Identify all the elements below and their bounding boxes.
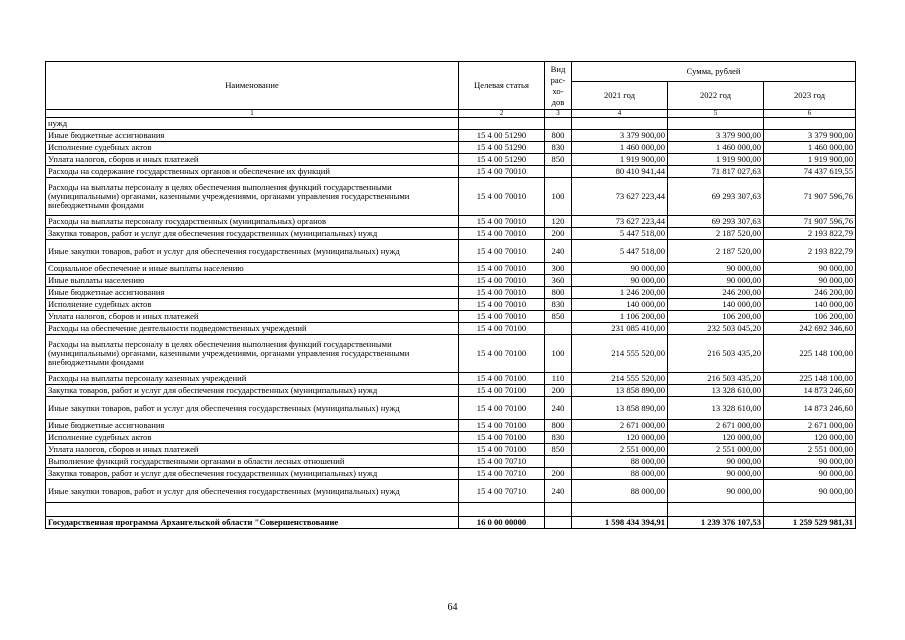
row-sum-2022: 71 817 027,63 xyxy=(668,166,764,178)
row-sum-2021: 73 627 223,44 xyxy=(572,216,668,228)
row-sum-2021: 140 000,00 xyxy=(572,299,668,311)
row-name: Расходы на содержание государственных органов и обеспечение их функций xyxy=(46,166,459,178)
header-year-2023: 2023 год xyxy=(764,82,856,110)
table-row xyxy=(46,456,856,468)
row-target-code: 15 4 00 70010 xyxy=(459,228,545,240)
total-name: Государственная программа Архангельской области "Совершенствование xyxy=(46,517,459,529)
row-target-code: 15 4 00 70010 xyxy=(459,240,545,263)
row-target-code: 15 4 00 70710 xyxy=(459,468,545,480)
row-sum-2023: 14 873 246,60 xyxy=(764,397,856,420)
row-sum-2022: 246 200,00 xyxy=(668,287,764,299)
table-row xyxy=(46,420,856,432)
table-row xyxy=(46,142,856,154)
table-row xyxy=(46,397,856,420)
table-row xyxy=(46,385,856,397)
row-sum-2022: 106 200,00 xyxy=(668,311,764,323)
header-year-2022: 2022 год xyxy=(668,82,764,110)
column-number: 3 xyxy=(545,110,572,118)
row-expense-type: 200 xyxy=(545,468,572,480)
row-sum-2022: 2 187 520,00 xyxy=(668,228,764,240)
row-sum-2021: 88 000,00 xyxy=(572,468,668,480)
row-target-code: 15 4 00 70010 xyxy=(459,263,545,275)
row-sum-2022: 90 000,00 xyxy=(668,275,764,287)
row-sum-2023: 2 671 000,00 xyxy=(764,420,856,432)
row-name: Закупка товаров, работ и услуг для обеспечения государственных (муниципальных) нужд xyxy=(46,468,459,480)
row-target-code: 15 4 00 70100 xyxy=(459,444,545,456)
row-target-code: 15 4 00 70100 xyxy=(459,323,545,335)
row-name: Уплата налогов, сборов и иных платежей xyxy=(46,311,459,323)
row-name: Иные закупки товаров, работ и услуг для обеспечения государственных (муниципальных) нужд xyxy=(46,397,459,420)
row-name: Иные выплаты населению xyxy=(46,275,459,287)
table-row xyxy=(46,299,856,311)
row-name: Иные бюджетные ассигнования xyxy=(46,420,459,432)
row-expense-type: 800 xyxy=(545,287,572,299)
row-target-code: 15 4 00 70100 xyxy=(459,432,545,444)
row-target-code: 15 4 00 51290 xyxy=(459,130,545,142)
row-expense-type: 830 xyxy=(545,142,572,154)
row-sum-2021: 88 000,00 xyxy=(572,456,668,468)
row-expense-type: 100 xyxy=(545,335,572,373)
row-expense-type: 830 xyxy=(545,299,572,311)
row-sum-2022: 1 460 000,00 xyxy=(668,142,764,154)
row-sum-2021: 214 555 520,00 xyxy=(572,373,668,385)
row-sum-2023: 120 000,00 xyxy=(764,432,856,444)
row-expense-type: 240 xyxy=(545,240,572,263)
column-number: 4 xyxy=(572,110,668,118)
row-expense-type: 830 xyxy=(545,432,572,444)
row-sum-2022: 90 000,00 xyxy=(668,456,764,468)
empty-cell xyxy=(764,503,856,517)
row-name: Уплата налогов, сборов и иных платежей xyxy=(46,444,459,456)
row-target-code: 15 4 00 70010 xyxy=(459,166,545,178)
row-sum-2021: 2 551 000,00 xyxy=(572,444,668,456)
empty-cell xyxy=(668,503,764,517)
row-expense-type: 300 xyxy=(545,263,572,275)
table-row xyxy=(46,432,856,444)
row-sum-2023: 90 000,00 xyxy=(764,275,856,287)
row-target-code: 15 4 00 70100 xyxy=(459,385,545,397)
row-sum-2023: 225 148 100,00 xyxy=(764,373,856,385)
column-number: 2 xyxy=(459,110,545,118)
row-sum-2021: 214 555 520,00 xyxy=(572,335,668,373)
row-sum-2023: 140 000,00 xyxy=(764,299,856,311)
row-sum-2022: 2 671 000,00 xyxy=(668,420,764,432)
row-sum-2023 xyxy=(764,118,856,130)
header-year-2021: 2021 год xyxy=(572,82,668,110)
total-sum-2021: 1 598 434 394,91 xyxy=(572,517,668,529)
row-name: Закупка товаров, работ и услуг для обеспечения государственных (муниципальных) нужд xyxy=(46,385,459,397)
row-expense-type: 850 xyxy=(545,154,572,166)
page-number: 64 xyxy=(447,602,458,613)
row-sum-2022: 69 293 307,63 xyxy=(668,216,764,228)
header-target: Целевая статья xyxy=(459,62,545,110)
row-expense-type: 200 xyxy=(545,228,572,240)
row-expense-type xyxy=(545,456,572,468)
column-number: 1 xyxy=(46,110,459,118)
row-name: Исполнение судебных актов xyxy=(46,142,459,154)
table-row xyxy=(46,263,856,275)
row-sum-2021: 73 627 223,44 xyxy=(572,178,668,216)
row-sum-2021: 5 447 518,00 xyxy=(572,228,668,240)
total-target-code: 16 0 00 00000 xyxy=(459,517,545,529)
table-row xyxy=(46,335,856,373)
column-number-row xyxy=(46,110,856,118)
row-sum-2022: 90 000,00 xyxy=(668,468,764,480)
row-sum-2021: 13 858 890,00 xyxy=(572,397,668,420)
row-sum-2022: 232 503 045,20 xyxy=(668,323,764,335)
row-sum-2023: 90 000,00 xyxy=(764,480,856,503)
row-target-code: 15 4 00 70100 xyxy=(459,420,545,432)
table-row xyxy=(46,444,856,456)
row-sum-2023: 71 907 596,76 xyxy=(764,178,856,216)
row-sum-2021: 80 410 941,44 xyxy=(572,166,668,178)
row-target-code: 15 4 00 70010 xyxy=(459,275,545,287)
row-sum-2021: 2 671 000,00 xyxy=(572,420,668,432)
row-sum-2022: 3 379 900,00 xyxy=(668,130,764,142)
row-target-code: 15 4 00 70100 xyxy=(459,335,545,373)
row-expense-type: 800 xyxy=(545,420,572,432)
row-sum-2021: 90 000,00 xyxy=(572,275,668,287)
row-sum-2023: 225 148 100,00 xyxy=(764,335,856,373)
row-sum-2023: 2 193 822,79 xyxy=(764,240,856,263)
row-expense-type xyxy=(545,118,572,130)
row-target-code: 15 4 00 51290 xyxy=(459,142,545,154)
row-target-code: 15 4 00 70010 xyxy=(459,311,545,323)
row-sum-2021: 1 460 000,00 xyxy=(572,142,668,154)
row-sum-2021: 3 379 900,00 xyxy=(572,130,668,142)
table-row xyxy=(46,240,856,263)
row-sum-2022: 90 000,00 xyxy=(668,263,764,275)
row-expense-type: 120 xyxy=(545,216,572,228)
row-name: Исполнение судебных актов xyxy=(46,432,459,444)
row-name: Социальное обеспечение и иные выплаты населению xyxy=(46,263,459,275)
row-expense-type: 360 xyxy=(545,275,572,287)
row-sum-2021: 1 919 900,00 xyxy=(572,154,668,166)
row-name: Иные бюджетные ассигнования xyxy=(46,130,459,142)
column-number: 6 xyxy=(764,110,856,118)
row-sum-2022: 69 293 307,63 xyxy=(668,178,764,216)
row-sum-2022 xyxy=(668,118,764,130)
row-target-code: 15 4 00 70100 xyxy=(459,397,545,420)
table-row xyxy=(46,154,856,166)
row-expense-type: 200 xyxy=(545,385,572,397)
row-sum-2022: 90 000,00 xyxy=(668,480,764,503)
table-row xyxy=(46,216,856,228)
table-row xyxy=(46,287,856,299)
row-sum-2022: 2 551 000,00 xyxy=(668,444,764,456)
row-name: Расходы на выплаты персоналу государственных (муниципальных) органов xyxy=(46,216,459,228)
row-sum-2021 xyxy=(572,118,668,130)
row-name: Расходы на обеспечение деятельности подведомственных учреждений xyxy=(46,323,459,335)
row-name: Уплата налогов, сборов и иных платежей xyxy=(46,154,459,166)
row-sum-2021: 13 858 890,00 xyxy=(572,385,668,397)
row-target-code: 15 4 00 70710 xyxy=(459,456,545,468)
row-sum-2021: 1 106 200,00 xyxy=(572,311,668,323)
table-row xyxy=(46,275,856,287)
row-sum-2023: 90 000,00 xyxy=(764,468,856,480)
total-sum-2023: 1 259 529 981,31 xyxy=(764,517,856,529)
table-row xyxy=(46,468,856,480)
row-name: Расходы на выплаты персоналу казенных учреждений xyxy=(46,373,459,385)
row-sum-2021: 120 000,00 xyxy=(572,432,668,444)
header-sum: Сумма, рублей xyxy=(572,62,856,82)
row-sum-2022: 13 328 610,00 xyxy=(668,397,764,420)
table-row xyxy=(46,166,856,178)
table-row xyxy=(46,118,856,130)
row-sum-2023: 2 551 000,00 xyxy=(764,444,856,456)
total-expense-type xyxy=(545,517,572,529)
row-name: Исполнение судебных актов xyxy=(46,299,459,311)
header-vid: Вид рас-хо-дов xyxy=(545,62,572,110)
row-expense-type: 100 xyxy=(545,178,572,216)
row-sum-2022: 216 503 435,20 xyxy=(668,373,764,385)
row-expense-type: 110 xyxy=(545,373,572,385)
table-row xyxy=(46,130,856,142)
row-sum-2022: 216 503 435,20 xyxy=(668,335,764,373)
total-row xyxy=(46,517,856,529)
row-expense-type xyxy=(545,166,572,178)
row-expense-type: 240 xyxy=(545,397,572,420)
row-name: Выполнение функций государственными органами в области лесных отношений xyxy=(46,456,459,468)
row-sum-2023: 1 460 000,00 xyxy=(764,142,856,154)
row-sum-2021: 1 246 200,00 xyxy=(572,287,668,299)
row-sum-2022: 1 919 900,00 xyxy=(668,154,764,166)
row-name: Расходы на выплаты персоналу в целях обеспечения выполнения функций государственными (муниципальными) органами, казенными учреждениями, органами управления государственными внебюджетными фондами xyxy=(46,178,459,216)
empty-cell xyxy=(545,503,572,517)
row-target-code: 15 4 00 70710 xyxy=(459,480,545,503)
row-name: Иные закупки товаров, работ и услуг для обеспечения государственных (муниципальных) нужд xyxy=(46,240,459,263)
table-row xyxy=(46,311,856,323)
row-sum-2023: 3 379 900,00 xyxy=(764,130,856,142)
spacer-row xyxy=(46,503,856,517)
row-sum-2023: 90 000,00 xyxy=(764,263,856,275)
table-row xyxy=(46,178,856,216)
empty-cell xyxy=(572,503,668,517)
row-sum-2022: 140 000,00 xyxy=(668,299,764,311)
empty-cell xyxy=(46,503,459,517)
row-sum-2023: 14 873 246,60 xyxy=(764,385,856,397)
table-row xyxy=(46,323,856,335)
row-sum-2023: 71 907 596,76 xyxy=(764,216,856,228)
row-name: Закупка товаров, работ и услуг для обеспечения государственных (муниципальных) нужд xyxy=(46,228,459,240)
row-sum-2021: 88 000,00 xyxy=(572,480,668,503)
row-sum-2021: 5 447 518,00 xyxy=(572,240,668,263)
total-sum-2022: 1 239 376 107,53 xyxy=(668,517,764,529)
row-sum-2023: 2 193 822,79 xyxy=(764,228,856,240)
row-sum-2021: 231 085 410,00 xyxy=(572,323,668,335)
row-target-code: 15 4 00 70010 xyxy=(459,178,545,216)
row-sum-2023: 90 000,00 xyxy=(764,456,856,468)
column-number: 5 xyxy=(668,110,764,118)
row-sum-2023: 106 200,00 xyxy=(764,311,856,323)
row-target-code: 15 4 00 70010 xyxy=(459,287,545,299)
row-target-code: 15 4 00 70010 xyxy=(459,216,545,228)
row-sum-2021: 90 000,00 xyxy=(572,263,668,275)
row-sum-2023: 242 692 346,60 xyxy=(764,323,856,335)
row-sum-2023: 1 919 900,00 xyxy=(764,154,856,166)
row-expense-type xyxy=(545,323,572,335)
row-sum-2023: 74 437 619,55 xyxy=(764,166,856,178)
row-name: нужд xyxy=(46,118,459,130)
table-row xyxy=(46,373,856,385)
row-sum-2022: 2 187 520,00 xyxy=(668,240,764,263)
table-row xyxy=(46,228,856,240)
row-sum-2022: 13 328 610,00 xyxy=(668,385,764,397)
row-target-code: 15 4 00 70010 xyxy=(459,299,545,311)
row-expense-type: 850 xyxy=(545,311,572,323)
budget-table xyxy=(45,61,856,529)
row-target-code: 15 4 00 51290 xyxy=(459,154,545,166)
row-expense-type: 240 xyxy=(545,480,572,503)
table-row xyxy=(46,480,856,503)
row-expense-type: 800 xyxy=(545,130,572,142)
header-name: Наименование xyxy=(46,62,459,110)
row-name: Расходы на выплаты персоналу в целях обеспечения выполнения функций государственными (муниципальными) органами, казенными учреждениями, органами управления государственными внебюджетными фондами xyxy=(46,335,459,373)
row-name: Иные закупки товаров, работ и услуг для обеспечения государственных (муниципальных) нужд xyxy=(46,480,459,503)
row-name: Иные бюджетные ассигнования xyxy=(46,287,459,299)
empty-cell xyxy=(459,503,545,517)
row-expense-type: 850 xyxy=(545,444,572,456)
row-sum-2023: 246 200,00 xyxy=(764,287,856,299)
row-target-code xyxy=(459,118,545,130)
row-sum-2022: 120 000,00 xyxy=(668,432,764,444)
row-target-code: 15 4 00 70100 xyxy=(459,373,545,385)
